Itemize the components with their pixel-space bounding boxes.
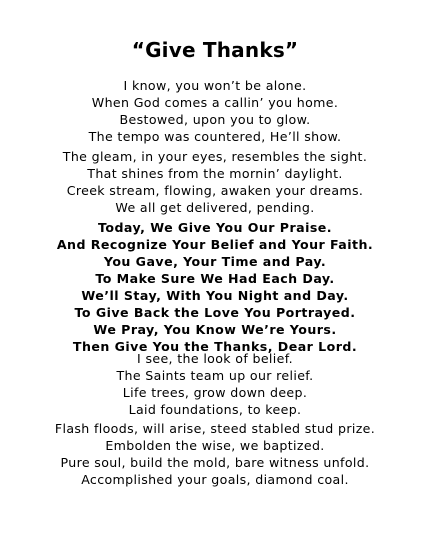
poem-line: Bestowed, upon you to glow. [119,112,311,127]
poem-line-bold: We’ll Stay, With You Night and Day. [81,288,349,303]
poem-line-bold: To Make Sure We Had Each Day. [95,271,335,286]
stanza-2 [0,148,430,216]
poem-title: “Give Thanks” [131,38,299,62]
poem-line: That shines from the mornin’ daylight. [87,166,343,181]
poem-line: Pure soul, build the mold, bare witness unfold. [60,455,370,470]
poem-line: I see, the look of belief. [137,351,293,366]
stanza-3-chorus [0,219,430,355]
stanza-4 [0,350,430,418]
stanza-1 [0,77,430,145]
poem-line: The gleam, in your eyes, resembles the sight. [62,149,368,164]
poem-line: Life trees, grow down deep. [122,385,308,400]
poem-line-bold: And Recognize Your Belief and Your Faith. [56,237,374,252]
poem-line: Embolden the wise, we baptized. [105,438,325,453]
poem-line-bold: Today, We Give You Our Praise. [97,220,333,235]
poem-line-bold: To Give Back the Love You Portrayed. [74,305,356,320]
poem-line: The Saints team up our relief. [116,368,314,383]
poem-line-bold: You Gave, Your Time and Pay. [103,254,327,269]
poem-line: Creek stream, flowing, awaken your dreams. [66,183,364,198]
poem-line-bold: We Pray, You Know We’re Yours. [93,322,337,337]
poem-line: Flash floods, will arise, steed stabled stud prize. [54,421,376,436]
poem-line-bold: Then Give You the Thanks, Dear Lord. [72,339,358,354]
poem-line: We all get delivered, pending. [115,200,315,215]
poem-line: Accomplished your goals, diamond coal. [81,472,349,487]
stanza-5 [0,420,430,488]
poem-line: Laid foundations, to keep. [128,402,302,417]
poem-line: I know, you won’t be alone. [123,78,307,93]
poem-line: The tempo was countered, He’ll show. [88,129,342,144]
poem-line: When God comes a callin’ you home. [91,95,339,110]
